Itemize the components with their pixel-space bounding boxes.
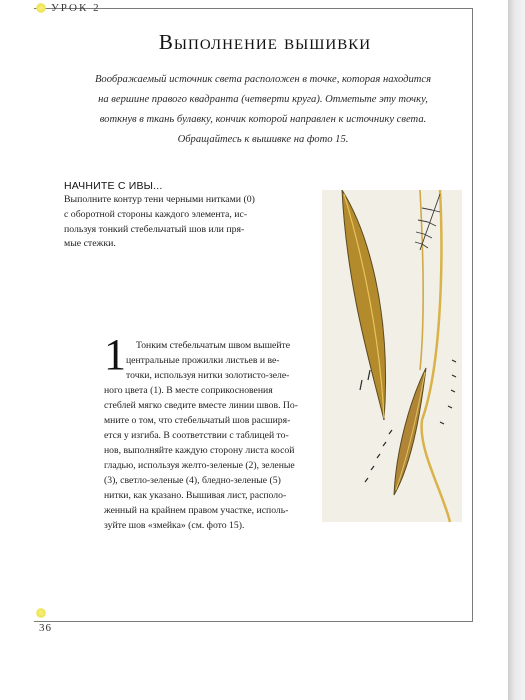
step-line: мните о том, что стебельчатый шов расширя-: [104, 415, 291, 426]
leaf-large: [342, 190, 386, 420]
lead-paragraph: [64, 193, 282, 252]
corner-dot-top: [36, 3, 46, 13]
step-line: Тонким стебельчатым швом вышейте: [136, 340, 291, 351]
step-number: 1: [104, 330, 126, 379]
step-line: ного цвета (1). В месте соприкосновения: [104, 385, 273, 396]
intro-line: воткнув в ткань булавку, кончик которой направлен к источнику света.: [99, 114, 427, 125]
page-edge-shadow: [508, 0, 525, 700]
stem-secondary: [420, 190, 423, 370]
step-paragraph: [104, 338, 310, 533]
page-number: 36: [39, 622, 52, 634]
feather-sprig: [415, 194, 440, 250]
lead-line: пользуя тонкий стебельчатый шов или пря-: [64, 223, 245, 235]
section-heading: НАЧНИТЕ С ИВЫ...: [64, 180, 163, 192]
corner-dot-bottom: [36, 608, 46, 618]
step-line: женный на крайнем правом участке, исполь-: [104, 505, 289, 516]
lead-line: Выполните контур тени черными нитками (0): [64, 194, 255, 205]
step-line: гладью, используя желто-зеленые (2), зеленые: [104, 460, 295, 471]
intro-line: на вершине правого квадранта (четверти круга). Отметьте эту точку,: [98, 94, 428, 105]
intro-paragraph: [64, 70, 462, 150]
lesson-label: УРОК 2: [51, 2, 101, 14]
step-line: ется у изгиба. В соответствии с таблицей то-: [104, 430, 289, 441]
step-line: стеблей мягко сведите вместе линии швов. По-: [104, 400, 298, 411]
lead-line: мые стежки.: [64, 238, 116, 250]
lead-line: с оборотной стороны каждого элемента, ис-: [64, 208, 248, 220]
embroidery-photo: [322, 190, 462, 522]
step-line: (3), светло-зеленые (4), бледно-зеленые (5): [104, 475, 281, 486]
intro-line: Обращайтесь к вышивке на фото 15.: [177, 134, 349, 145]
step-line: нитки, как указано. Вышивая лист, располо-: [104, 490, 287, 501]
stem-main: [422, 190, 450, 522]
step-line: нов, выполняйте каждую сторону листа косой: [104, 445, 295, 456]
intro-line: Воображаемый источник света расположен в точке, которая находится: [94, 74, 432, 85]
step-line: зуйте шов «змейка» (см. фото 15).: [104, 520, 245, 531]
step-line: точки, используя нитки золотисто-зеле-: [126, 370, 290, 381]
step-line: центральные прожилки листьев и ве-: [126, 355, 280, 366]
willow-embroidery-illustration: [322, 190, 462, 522]
page-title: Выполнение вышивки: [158, 30, 372, 54]
